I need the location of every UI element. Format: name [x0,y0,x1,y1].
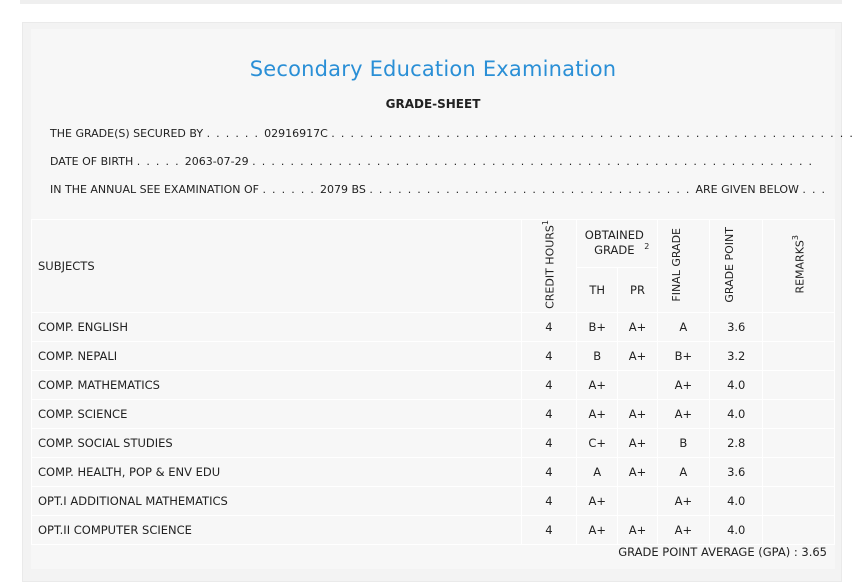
dots: . . . . . . [206,127,265,140]
final-grade-cell: A+ [657,370,709,399]
pr-grade-cell [618,486,657,515]
grade-row [32,457,835,486]
gpa-value: 3.65 [801,545,827,559]
final-grade-cell: A [657,457,709,486]
final-grade-cell: A+ [657,515,709,544]
remarks-cell [763,312,835,341]
top-divider [20,0,842,4]
remarks-cell [763,515,835,544]
final-grade-cell: A+ [657,486,709,515]
grade-sheet-heading: GRADE-SHEET [385,97,481,111]
credit-hours-cell: 4 [521,312,576,341]
pr-grade-cell [618,370,657,399]
grade-point-cell: 4.0 [710,370,763,399]
exam-year: 2079 BS [320,183,366,196]
dots: . . . . . . [262,183,321,196]
subjects-header: SUBJECTS [32,220,522,313]
subject-cell: COMP. SOCIAL STUDIES [32,428,522,457]
dots: . . . [802,183,827,196]
grade-row [32,399,835,428]
final-grade-cell: A+ [657,399,709,428]
dots: . . . . . . . . . . . . . . . . . . . . . . . . . . . . . . . . . . . . . . . . . . . . . . . . . . . . . . . [331,127,855,140]
remarks-cell [763,428,835,457]
remarks-cell [763,457,835,486]
credit-hours-header: CREDIT HOURS$^1$ [521,220,576,313]
subject-cell: OPT.II COMPUTER SCIENCE [32,515,522,544]
remarks-cell [763,370,835,399]
grade-point-cell: 4.0 [710,486,763,515]
exam-title: Secondary Education Examination [249,57,617,81]
subject-cell: COMP. HEALTH, POP & ENV EDU [32,457,522,486]
final-grade-cell: A [657,312,709,341]
remarks-cell [763,341,835,370]
remarks-cell [763,399,835,428]
th-grade-cell: C+ [577,428,618,457]
grade-row [32,486,835,515]
final-grade-cell: B+ [657,341,709,370]
credit-hours-cell: 4 [521,341,576,370]
secured-by-line [50,127,854,140]
th-grade-cell: A [577,457,618,486]
subject-cell: COMP. ENGLISH [32,312,522,341]
th-grade-cell: B [577,341,618,370]
grade-row [32,428,835,457]
grade-point-cell: 4.0 [710,399,763,428]
grade-table [31,219,835,545]
given-below-label: ARE GIVEN BELOW [695,183,799,196]
grade-point-cell: 4.0 [710,515,763,544]
pr-grade-cell: A+ [618,312,657,341]
credit-hours-cell: 4 [521,515,576,544]
credit-hours-cell: 4 [521,370,576,399]
th-grade-cell: A+ [577,370,618,399]
credit-hours-cell: 4 [521,486,576,515]
remarks-cell [763,486,835,515]
secured-by-label: THE GRADE(S) SECURED BY [50,127,204,140]
dob-label: DATE OF BIRTH [50,155,134,168]
subject-cell: OPT.I ADDITIONAL MATHEMATICS [32,486,522,515]
dots: . . . . . . . . . . . . . . . . . . . . . . . . . . . . . . . . . . . . . . . . . . . . . . . . . . . . . . . . . . . [252,155,814,168]
pr-grade-cell: A+ [618,515,657,544]
th-header: TH [577,267,618,312]
grade-point-cell: 2.8 [710,428,763,457]
dob-line [50,155,813,168]
dots: . . . . . . . . . . . . . . . . . . . . . . . . . . . . . . . . . . [369,183,696,196]
symbol-number: 02916917C [264,127,328,140]
grade-point-header: GRADE POINT [710,220,763,313]
date-of-birth: 2063-07-29 [184,155,249,168]
obtained-grade-header: OBTAINED GRADE $^2$ [577,220,658,268]
grade-row [32,370,835,399]
th-grade-cell: A+ [577,486,618,515]
remarks-header: REMARKS$^3$ [763,220,835,313]
th-grade-cell: A+ [577,399,618,428]
grade-point-cell: 3.6 [710,312,763,341]
pr-grade-cell: A+ [618,457,657,486]
final-grade-cell: B [657,428,709,457]
credit-hours-cell: 4 [521,457,576,486]
grade-sheet-card [22,22,855,582]
final-grade-header: FINAL GRADE [657,220,709,313]
grade-row [32,312,835,341]
subject-cell: COMP. MATHEMATICS [32,370,522,399]
pr-header: PR [618,267,657,312]
pr-grade-cell: A+ [618,428,657,457]
subject-cell: COMP. SCIENCE [32,399,522,428]
subject-cell: COMP. NEPALI [32,341,522,370]
pr-grade-cell: A+ [618,341,657,370]
grade-row [32,515,835,544]
gpa-line [618,545,827,559]
pr-grade-cell: A+ [618,399,657,428]
gpa-label: GRADE POINT AVERAGE (GPA) : [618,545,798,559]
exam-line [50,183,826,196]
credit-hours-cell: 4 [521,399,576,428]
dots: . . . . . [136,155,185,168]
grade-point-cell: 3.6 [710,457,763,486]
grade-row [32,341,835,370]
th-grade-cell: B+ [577,312,618,341]
credit-hours-cell: 4 [521,428,576,457]
th-grade-cell: A+ [577,515,618,544]
grade-point-cell: 3.2 [710,341,763,370]
exam-label: IN THE ANNUAL SEE EXAMINATION OF [50,183,259,196]
